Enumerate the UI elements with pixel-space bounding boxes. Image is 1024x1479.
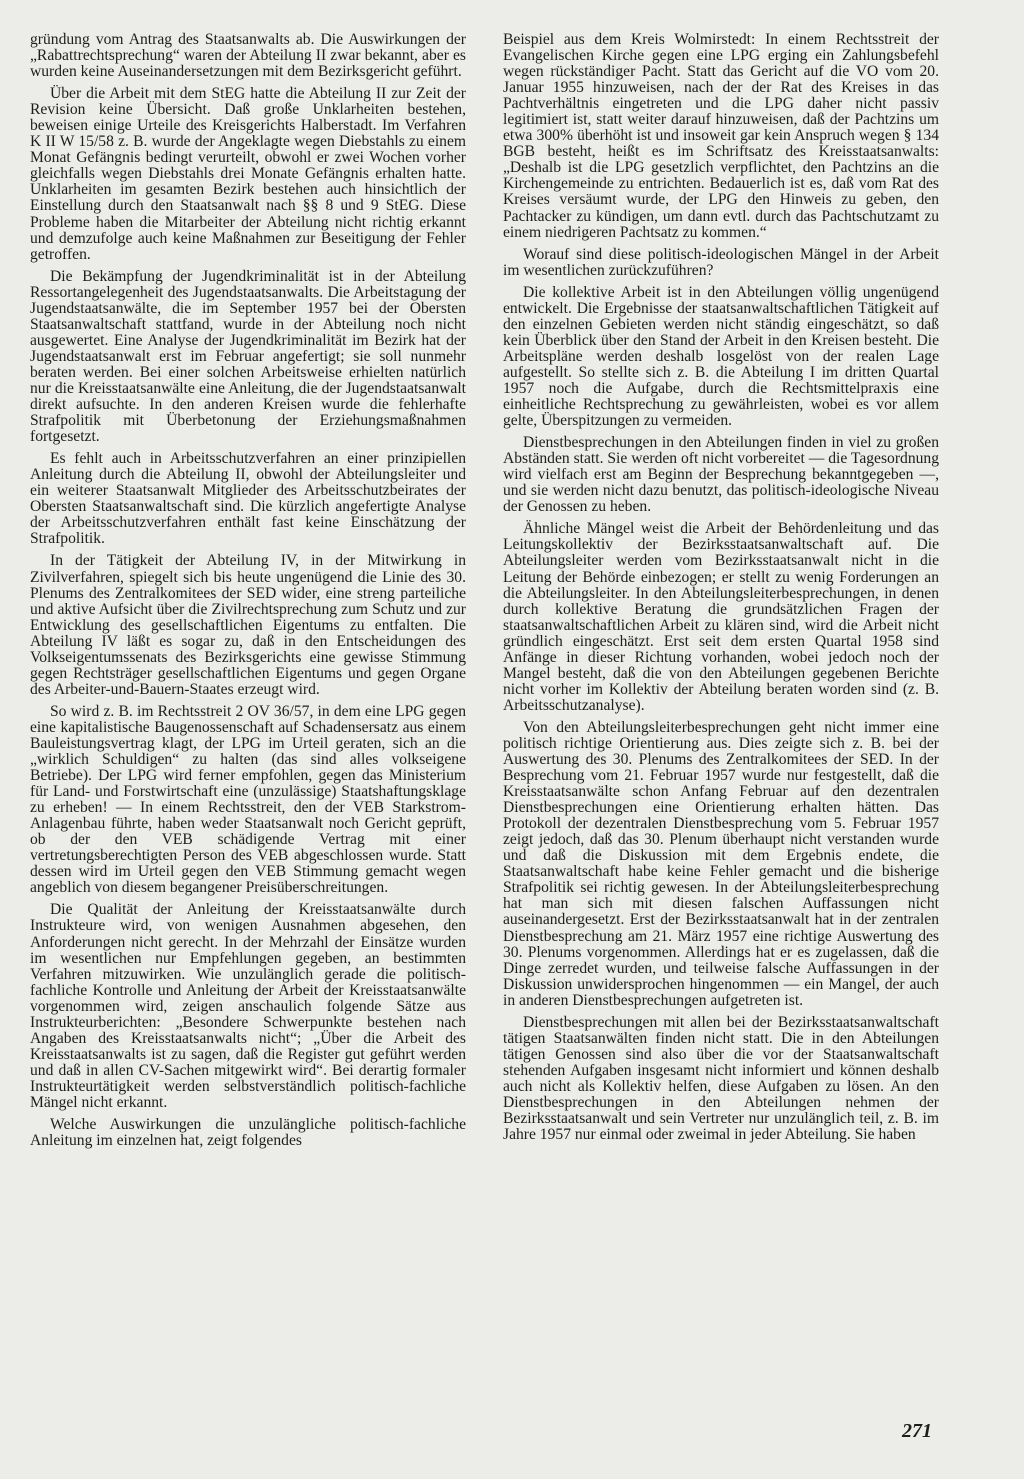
right-column — [503, 32, 939, 1149]
paragraph: Ähnliche Mängel weist die Arbeit der Behördenleitung und das Leitungskollektiv der Bezirksstaatsanwaltschaft auf. Die Abteilungsleiter werden vom Bezirksstaatsanwalt nicht in die Leitung der Behörde einbezogen; er stellt zu wenig Forderungen an die Abteilungsleiter. In den Abteilungsleiterbesprechungen, in denen durch kollektive Beratung die grundsätzlichen Fragen der staatsanwaltschaftlichen Arbeit zu klären sind, wird die Arbeit nicht gründlich eingeschätzt. Erst seit dem ersten Quartal 1958 sind Anfänge in dieser Richtung vorhanden, wobei jedoch noch der Mangel besteht, daß die von den Abteilungen gegebenen Berichte nicht vorher im Kollektiv der Abteilung beraten worden sind (z. B. Arbeitsschutzanalyse). — [503, 520, 939, 714]
paragraph: Es fehlt auch in Arbeitsschutzverfahren an einer prinzipiellen Anleitung durch die Abteilung II, obwohl der Abteilungsleiter und ein weiterer Staatsanwalt Mitglieder des Arbeitsschutzbeirates der Obersten Staatsanwaltschaft sind. Die kürzlich angefertigte Analyse der Arbeitsschutzverfahren enthält fast keine Einschätzung der Strafpolitik. — [30, 450, 466, 548]
paragraph: Von den Abteilungsleiterbesprechungen geht nicht immer eine politisch richtige Orientierung aus. Dies zeigte sich z. B. bei der Auswertung des 30. Plenums des Zentralkomitees der SED. In der Besprechung vom 21. Februar 1957 wurde nur festgestellt, daß die Kreisstaatsanwälte schon Anfang Februar auf den dezentralen Dienstbesprechungen eine Orientierung erhalten hätten. Das Protokoll der dezentralen Dienstbesprechung vom 5. Februar 1957 zeigt jedoch, daß das 30. Plenum überhaupt nicht verstanden wurde und daß die Diskussion mit dem Ergebnis endete, die Staatsanwaltschaft habe keine Fehler gemacht und die bisherige Strafpolitik sei richtig gewesen. In der Abteilungsleiterbesprechung hat man sich mit diesen falschen Auffassungen nicht auseinandergesetzt. Erst der Bezirksstaatsanwalt hat in der zentralen Dienstbesprechung am 21. März 1957 eine richtige Auswertung des 30. Plenums vorgenommen. Allerdings hat er es zugelassen, daß die Dinge zerredet wurden, und teilweise falsche Auffassungen in der Diskussion unwidersprochen hingenommen — ein Mangel, der auch in anderen Dienstbesprechungen aufgetreten ist. — [503, 718, 939, 1009]
paragraph: gründung vom Antrag des Staatsanwalts ab. Die Auswirkungen der „Rabattrechtsprechung“ waren der Abteilung II zwar bekannt, aber es wurden keine Auseinandersetzungen mit dem Bezirksgericht geführt. — [30, 31, 466, 81]
paragraph: Dienstbesprechungen mit allen bei der Bezirksstaatsanwaltschaft tätigen Staatsanwälten finden nicht statt. Die in den Abteilungen tätigen Genossen sind also über die vor der Staatsanwaltschaft stehenden Aufgaben insgesamt nicht informiert und können deshalb auch nicht als Kollektiv helfen, diese Aufgaben zu lösen. An den Dienstbesprechungen in den Abteilungen nehmen der Bezirksstaatsanwalt und sein Vertreter nur unzulänglich teil, z. B. im Jahre 1957 nur einmal oder zweimal in jeder Abteilung. Sie haben — [503, 1013, 939, 1144]
paragraph: Dienstbesprechungen in den Abteilungen finden in viel zu großen Abständen statt. Sie werden oft nicht vorbereitet — die Tagesordnung wird vielfach erst am Beginn der Besprechung bekanntgegeben —, und sie werden nicht dazu benutzt, das politisch-ideologische Niveau der Genossen zu heben. — [503, 434, 940, 516]
left-column — [30, 32, 466, 1155]
paragraph: Über die Arbeit mit dem StEG hatte die Abteilung II zur Zeit der Revision keine Übersicht. Daß große Unklarheiten bestehen, beweisen einige Urteile des Kreisgerichts Halberstadt. Im Verfahren K II W 15/58 z. B. wurde der Angeklagte wegen Diebstahls zu einem Monat Gefängnis bedingt verurteilt, obwohl er zwei Wochen vorher gleichfalls wegen Diebstahls drei Monate Gefängnis erhalten hatte. Unklarheiten im gesamten Bezirk bestehen auch hinsichtlich der Einstellung durch den Staatsanwalt nach §§ 8 und 9 StEG. Diese Probleme haben die Mitarbeiter der Abteilung nicht richtig erkannt und demzufolge auch keine Maßnahmen zur Beseitigung der Fehler getroffen. — [30, 85, 466, 263]
paragraph: Worauf sind diese politisch-ideologischen Mängel in der Arbeit im wesentlichen zurückzuführen? — [503, 245, 939, 279]
paragraph: Die Bekämpfung der Jugendkriminalität ist in der Abteilung Ressortangelegenheit des Jugendstaatsanwalts. Die Arbeitstagung der Jugendstaatsanwälte, die im September 1957 bei der Obersten Staatsanwaltschaft stattfand, wurde in der Abteilung noch nicht ausgewertet. Eine Analyse der Jugendkriminalität im Bezirk hat der Jugendstaatsanwalt erst im Februar angefertigt; sie soll nunmehr beraten werden. Bei einer solchen Arbeitsweise erhielten natürlich nur die Kreisstaatsanwälte eine Anleitung, die der Jugendstaatsanwalt direkt aufsuchte. In den anderen Kreisen wurde die fehlerhafte Strafpolitik mit Überbetonung der Erziehungsmaßnahmen fortgesetzt. — [30, 267, 466, 446]
paragraph: In der Tätigkeit der Abteilung IV, in der Mitwirkung in Zivilverfahren, spiegelt sich bis heute ungenügend die Linie des 30. Plenums des Zentralkomitees der SED wider, eine streng parteiliche und aktive Aufsicht über die Zivilrechtsprechung zum Schutz und zur Entwicklung des gesellschaftlichen Eigentums zu entfalten. Die Abteilung IV läßt es sogar zu, daß in den Entscheidungen des Volkseigentumssenats des Bezirksgerichts eine gewisse Stimmung gegen Rechtsträger gesellschaftlichen Eigentums und gegen Organe des Arbeiter-und-Bauern-Staates erzeugt wird. — [30, 552, 466, 698]
paragraph: So wird z. B. im Rechtsstreit 2 OV 36/57, in dem eine LPG gegen eine kapitalistische Baugenossenschaft auf Schadensersatz aus einem Bauleistungsvertrag klagt, der LPG im Urteil geraten, sich an die „wirklich Schuldigen“ zu halten (das sind alles volkseigene Betriebe). Der LPG wird ferner empfohlen, gegen das Ministerium für Land- und Forstwirtschaft eine (unzulässige) Staatshaftungsklage zu erheben! — In einem Rechtsstreit, den der VEB Starkstrom-Anlagenbau führte, haben weder Staatsanwalt noch Gericht geprüft, ob der den VEB schädigende Vertrag mit einer vertretungsberechtigten Person des VEB abgeschlossen wurde. Statt dessen wird im Urteil gegen den VEB Stimmung gemacht wegen angeblich von diesem begangener Preisüberschreitungen. — [30, 702, 466, 897]
paragraph: Die Qualität der Anleitung der Kreisstaatsanwälte durch Instrukteure wird, von wenigen Ausnahmen abgesehen, den Anforderungen nicht gerecht. In der Mehrzahl der Einsätze wurden im wesentlichen nur Empfehlungen gegeben, an bestimmten Verfahren mitzuwirken. Wie unzulänglich gerade die politisch-fachliche Kontrolle und Anleitung der Arbeit der Kreisstaatsanwälte vorgenommen wird, zeigen anschaulich folgende Sätze aus Instrukteurberichten: „Besondere Schwerpunkte bestehen nach Angaben des Kreisstaatsanwalts nicht“; „Über die Arbeit des Kreisstaatsanwalts ist zu sagen, daß die Register gut geführt werden und daß in allen CV-Sachen mitgewirkt wird“. Bei derartig formaler Instrukteurtätigkeit werden selbstverständlich politisch-fachliche Mängel nicht erkannt. — [30, 901, 466, 1111]
paragraph: Beispiel aus dem Kreis Wolmirstedt: In einem Rechtsstreit der Evangelischen Kirche gegen eine LPG erging ein Zahlungsbefehl wegen rückständiger Pacht. Statt das Gericht auf die VO vom 20. Januar 1955 hinzuweisen, nach der der Rat des Kreises in das Pachtverhältnis eingetreten und die LPG daher nicht passiv legitimiert ist, statt weiter darauf hinzuweisen, daß der Pachtzins um etwa 300% überhöht ist und insoweit gar kein Anspruch wegen § 134 BGB besteht, heißt es im Schriftsatz des Kreisstaatsanwalts: „Deshalb ist die LPG gesetzlich verpflichtet, den Pachtzins an die Kirchengemeinde zu entrichten. Bedauerlich ist es, daß vom Rat des Kreises versäumt wurde, der LPG den Hinweis zu geben, den Pachtacker zu kündigen, um dann evtl. durch das Pachtschutzamt zu einem niedrigeren Pachtsatz zu kommen.“ — [503, 31, 939, 241]
paragraph: Die kollektive Arbeit ist in den Abteilungen völlig ungenügend entwickelt. Die Ergebnisse der staatsanwaltschaftlichen Tätigkeit auf den einzelnen Gebieten werden nicht ständig eingeschätzt, so daß kein Überblick über den Stand der Arbeit in den Kreisen besteht. Die Arbeitspläne werden deshalb losgelöst von der realen Lage aufgestellt. So stellte sich z. B. die Abteilung I im dritten Quartal 1957 noch die Aufgabe, durch die Rechtsmittelpraxis eine einheitliche Rechtsprechung zu gewährleisten, wobei es vor allem gelte, Überspitzungen zu vermeiden. — [503, 283, 939, 430]
paragraph: Welche Auswirkungen die unzulängliche politisch-fachliche Anleitung im einzelnen hat, zeigt folgendes — [30, 1116, 466, 1150]
page-number: 271 — [902, 1420, 932, 1442]
